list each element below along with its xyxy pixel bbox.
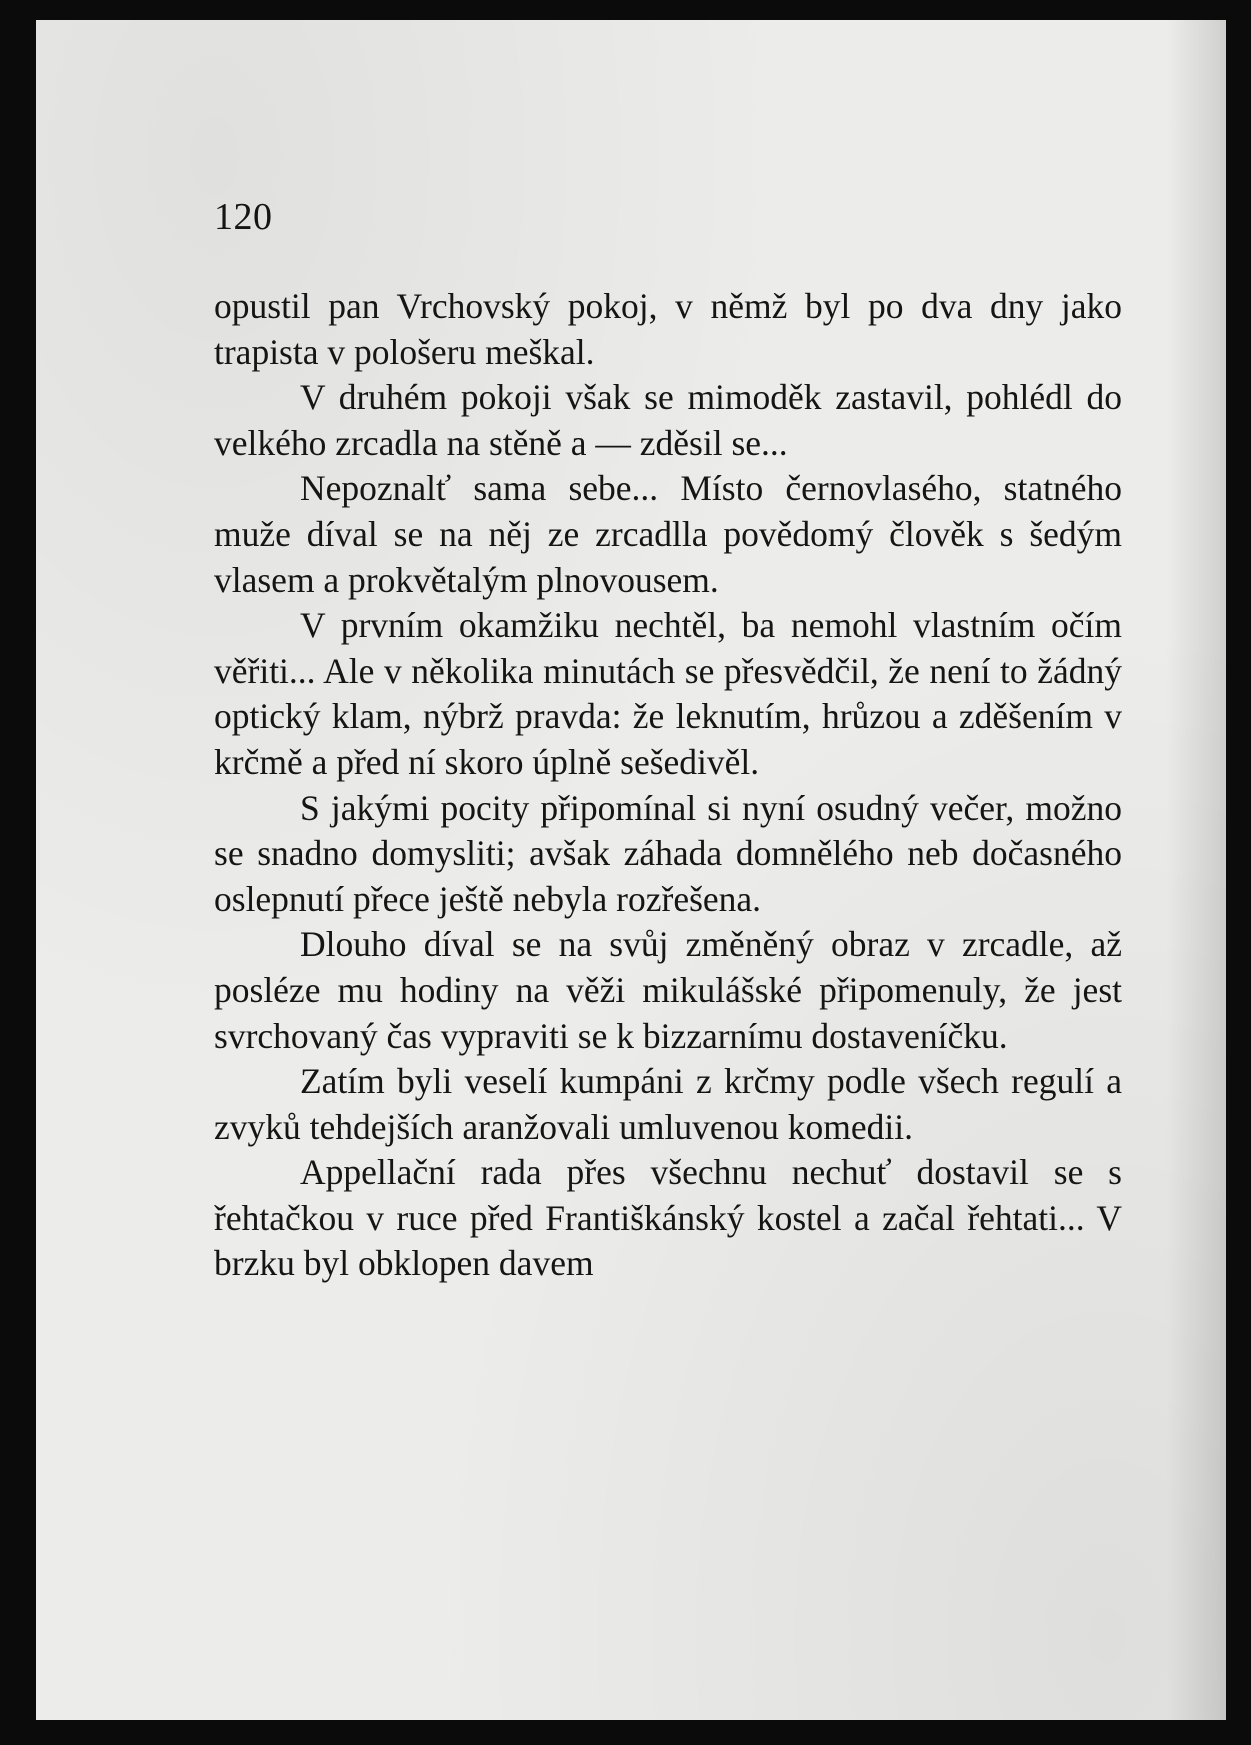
paragraph: V druhém pokoji však se mimoděk zastavil, pohlédl do velkého zrcadla na stěně a — zděsil se... bbox=[214, 377, 1122, 463]
paragraph: V prvním okamžiku nechtěl, ba nemohl vlastním očím věřiti... Ale v několika minutách se přesvědčil, že není to žádný optický klam, nýbrž pravda: že leknutím, hrůzou a zděšením v krčmě a před ní skoro úplně sešedivěl. bbox=[214, 605, 1122, 782]
text-body bbox=[214, 284, 1122, 1287]
page-edge-shadow bbox=[1166, 20, 1226, 1720]
book-page bbox=[36, 20, 1226, 1720]
paragraph: opustil pan Vrchovský pokoj, v němž byl po dva dny jako trapista v pološeru meškal. bbox=[214, 286, 1122, 372]
page-number: 120 bbox=[214, 196, 273, 238]
paragraph: Appellační rada přes všechnu nechuť dostavil se s řehtačkou v ruce před Františkánský kostel a začal řehtati... V brzku byl obklopen davem bbox=[214, 1152, 1122, 1284]
paragraph: Zatím byli veselí kumpáni z krčmy podle všech regulí a zvyků tehdejších aranžovali umluvenou komedii. bbox=[214, 1061, 1122, 1147]
paragraph: Nepoznalť sama sebe... Místo černovlasého, statného muže díval se na něj ze zrcadlla povědomý člověk s šedým vlasem a prokvětalým plnovousem. bbox=[214, 468, 1122, 600]
paragraph: Dlouho díval se na svůj změněný obraz v zrcadle, až posléze mu hodiny na věži mikulášské připomenuly, že jest svrchovaný čas vypraviti se k bizzarnímu dostavеníčku. bbox=[214, 924, 1122, 1056]
paragraph: S jakými pocity připomínal si nyní osudný večer, možno se snadno domysliti; avšak záhada domnělého neb dočasného oslepnutí přece ještě nebyla rozřešena. bbox=[214, 787, 1122, 919]
